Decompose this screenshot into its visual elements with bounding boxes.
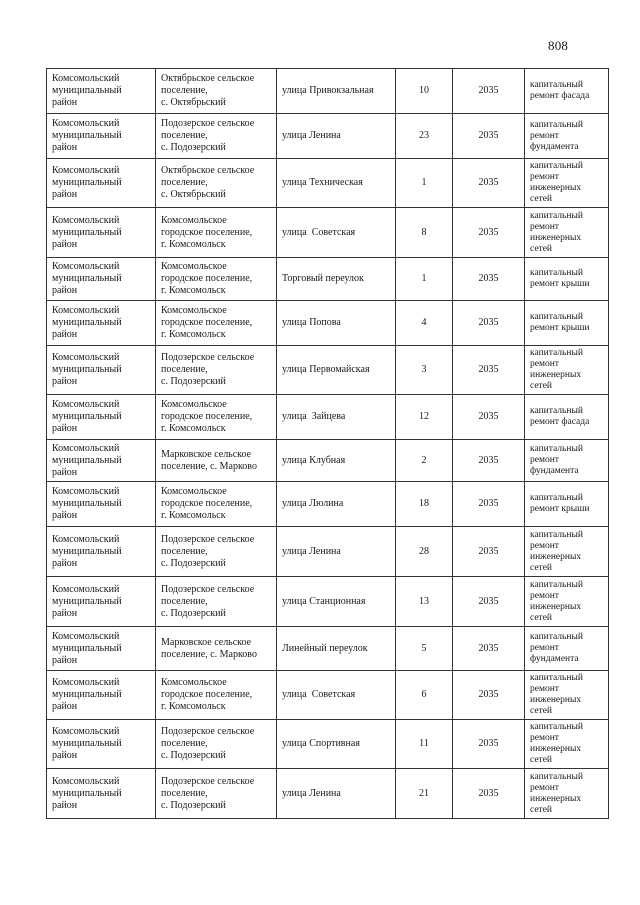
settlement-cell: Подозерское сельское поселение, с. Подозерский — [156, 114, 277, 159]
table-row — [47, 301, 609, 346]
district-cell: Комсомольский муниципальный район — [47, 527, 156, 577]
repair-year-cell: 2035 — [453, 159, 525, 208]
page-number: 808 — [548, 38, 569, 53]
repair-type-cell: капитальный ремонт инженерных сетей — [525, 577, 609, 627]
table-row — [47, 114, 609, 159]
district-cell: Комсомольский муниципальный район — [47, 671, 156, 720]
house-number-cell: 8 — [396, 208, 453, 258]
house-number-cell: 4 — [396, 301, 453, 346]
settlement-cell: Подозерское сельское поселение, с. Подозерский — [156, 720, 277, 769]
district-cell: Комсомольский муниципальный район — [47, 159, 156, 208]
table-row — [47, 527, 609, 577]
district-cell: Комсомольский муниципальный район — [47, 577, 156, 627]
table-row — [47, 671, 609, 720]
street-cell: улица Привокзальная — [277, 69, 396, 114]
settlement-cell: Комсомольское городское поселение, г. Комсомольск — [156, 208, 277, 258]
district-cell: Комсомольский муниципальный район — [47, 208, 156, 258]
repair-type-cell: капитальный ремонт крыши — [525, 301, 609, 346]
settlement-cell: Октябрьское сельское поселение, с. Октябрьский — [156, 159, 277, 208]
house-number-cell: 5 — [396, 627, 453, 671]
settlement-cell: Подозерское сельское поселение, с. Подозерский — [156, 769, 277, 819]
repair-year-cell: 2035 — [453, 301, 525, 346]
repair-year-cell: 2035 — [453, 482, 525, 527]
settlement-cell: Комсомольское городское поселение, г. Комсомольск — [156, 258, 277, 301]
table-row — [47, 346, 609, 395]
repair-type-cell: капитальный ремонт инженерных сетей — [525, 527, 609, 577]
street-cell: Линейный переулок — [277, 627, 396, 671]
table-row — [47, 395, 609, 440]
street-cell: улица Советская — [277, 208, 396, 258]
table-body — [47, 69, 609, 819]
house-number-cell: 21 — [396, 769, 453, 819]
table-row — [47, 577, 609, 627]
street-cell: улица Станционная — [277, 577, 396, 627]
repair-year-cell: 2035 — [453, 346, 525, 395]
table-row — [47, 720, 609, 769]
house-number-cell: 28 — [396, 527, 453, 577]
settlement-cell: Октябрьское сельское поселение, с. Октябрьский — [156, 69, 277, 114]
house-number-cell: 13 — [396, 577, 453, 627]
repair-year-cell: 2035 — [453, 440, 525, 482]
repair-type-cell: капитальный ремонт инженерных сетей — [525, 208, 609, 258]
settlement-cell: Подозерское сельское поселение, с. Подозерский — [156, 527, 277, 577]
repair-year-cell: 2035 — [453, 671, 525, 720]
district-cell: Комсомольский муниципальный район — [47, 769, 156, 819]
repair-type-cell: капитальный ремонт инженерных сетей — [525, 159, 609, 208]
repair-type-cell: капитальный ремонт инженерных сетей — [525, 671, 609, 720]
street-cell: улица Техническая — [277, 159, 396, 208]
table-row — [47, 440, 609, 482]
repair-year-cell: 2035 — [453, 258, 525, 301]
settlement-cell: Комсомольское городское поселение, г. Комсомольск — [156, 671, 277, 720]
district-cell: Комсомольский муниципальный район — [47, 114, 156, 159]
repair-year-cell: 2035 — [453, 527, 525, 577]
district-cell: Комсомольский муниципальный район — [47, 720, 156, 769]
house-number-cell: 10 — [396, 69, 453, 114]
repair-year-cell: 2035 — [453, 208, 525, 258]
house-number-cell: 1 — [396, 258, 453, 301]
district-cell: Комсомольский муниципальный район — [47, 301, 156, 346]
house-number-cell: 6 — [396, 671, 453, 720]
district-cell: Комсомольский муниципальный район — [47, 482, 156, 527]
table-row — [47, 769, 609, 819]
repair-type-cell: капитальный ремонт фасада — [525, 395, 609, 440]
district-cell: Комсомольский муниципальный район — [47, 627, 156, 671]
street-cell: улица Клубная — [277, 440, 396, 482]
repair-type-cell: капитальный ремонт инженерных сетей — [525, 346, 609, 395]
repair-year-cell: 2035 — [453, 577, 525, 627]
repair-type-cell: капитальный ремонт фасада — [525, 69, 609, 114]
house-number-cell: 23 — [396, 114, 453, 159]
street-cell: улица Ленина — [277, 769, 396, 819]
district-cell: Комсомольский муниципальный район — [47, 346, 156, 395]
street-cell: улица Советская — [277, 671, 396, 720]
district-cell: Комсомольский муниципальный район — [47, 395, 156, 440]
settlement-cell: Подозерское сельское поселение, с. Подозерский — [156, 346, 277, 395]
house-number-cell: 18 — [396, 482, 453, 527]
street-cell: улица Люлина — [277, 482, 396, 527]
repair-type-cell: капитальный ремонт фундамента — [525, 440, 609, 482]
table-row — [47, 69, 609, 114]
repair-year-cell: 2035 — [453, 114, 525, 159]
table-row — [47, 208, 609, 258]
street-cell: улица Зайцева — [277, 395, 396, 440]
street-cell: улица Ленина — [277, 114, 396, 159]
street-cell: Торговый переулок — [277, 258, 396, 301]
housing-repair-table — [46, 68, 609, 819]
district-cell: Комсомольский муниципальный район — [47, 258, 156, 301]
repair-year-cell: 2035 — [453, 769, 525, 819]
table-row — [47, 627, 609, 671]
table-row — [47, 482, 609, 527]
settlement-cell: Комсомольское городское поселение, г. Комсомольск — [156, 395, 277, 440]
street-cell: улица Попова — [277, 301, 396, 346]
repair-year-cell: 2035 — [453, 627, 525, 671]
street-cell: улица Спортивная — [277, 720, 396, 769]
settlement-cell: Комсомольское городское поселение, г. Комсомольск — [156, 482, 277, 527]
settlement-cell: Подозерское сельское поселение, с. Подозерский — [156, 577, 277, 627]
street-cell: улица Ленина — [277, 527, 396, 577]
repair-year-cell: 2035 — [453, 395, 525, 440]
table-row — [47, 159, 609, 208]
repair-type-cell: капитальный ремонт инженерных сетей — [525, 720, 609, 769]
repair-type-cell: капитальный ремонт крыши — [525, 258, 609, 301]
settlement-cell: Марковское сельское поселение, с. Марково — [156, 627, 277, 671]
table-row — [47, 258, 609, 301]
house-number-cell: 11 — [396, 720, 453, 769]
repair-year-cell: 2035 — [453, 69, 525, 114]
house-number-cell: 3 — [396, 346, 453, 395]
district-cell: Комсомольский муниципальный район — [47, 440, 156, 482]
district-cell: Комсомольский муниципальный район — [47, 69, 156, 114]
repair-type-cell: капитальный ремонт фундамента — [525, 627, 609, 671]
settlement-cell: Марковское сельское поселение, с. Марково — [156, 440, 277, 482]
house-number-cell: 2 — [396, 440, 453, 482]
street-cell: улица Первомайская — [277, 346, 396, 395]
repair-type-cell: капитальный ремонт крыши — [525, 482, 609, 527]
repair-type-cell: капитальный ремонт инженерных сетей — [525, 769, 609, 819]
house-number-cell: 1 — [396, 159, 453, 208]
house-number-cell: 12 — [396, 395, 453, 440]
repair-year-cell: 2035 — [453, 720, 525, 769]
repair-type-cell: капитальный ремонт фундамента — [525, 114, 609, 159]
settlement-cell: Комсомольское городское поселение, г. Комсомольск — [156, 301, 277, 346]
